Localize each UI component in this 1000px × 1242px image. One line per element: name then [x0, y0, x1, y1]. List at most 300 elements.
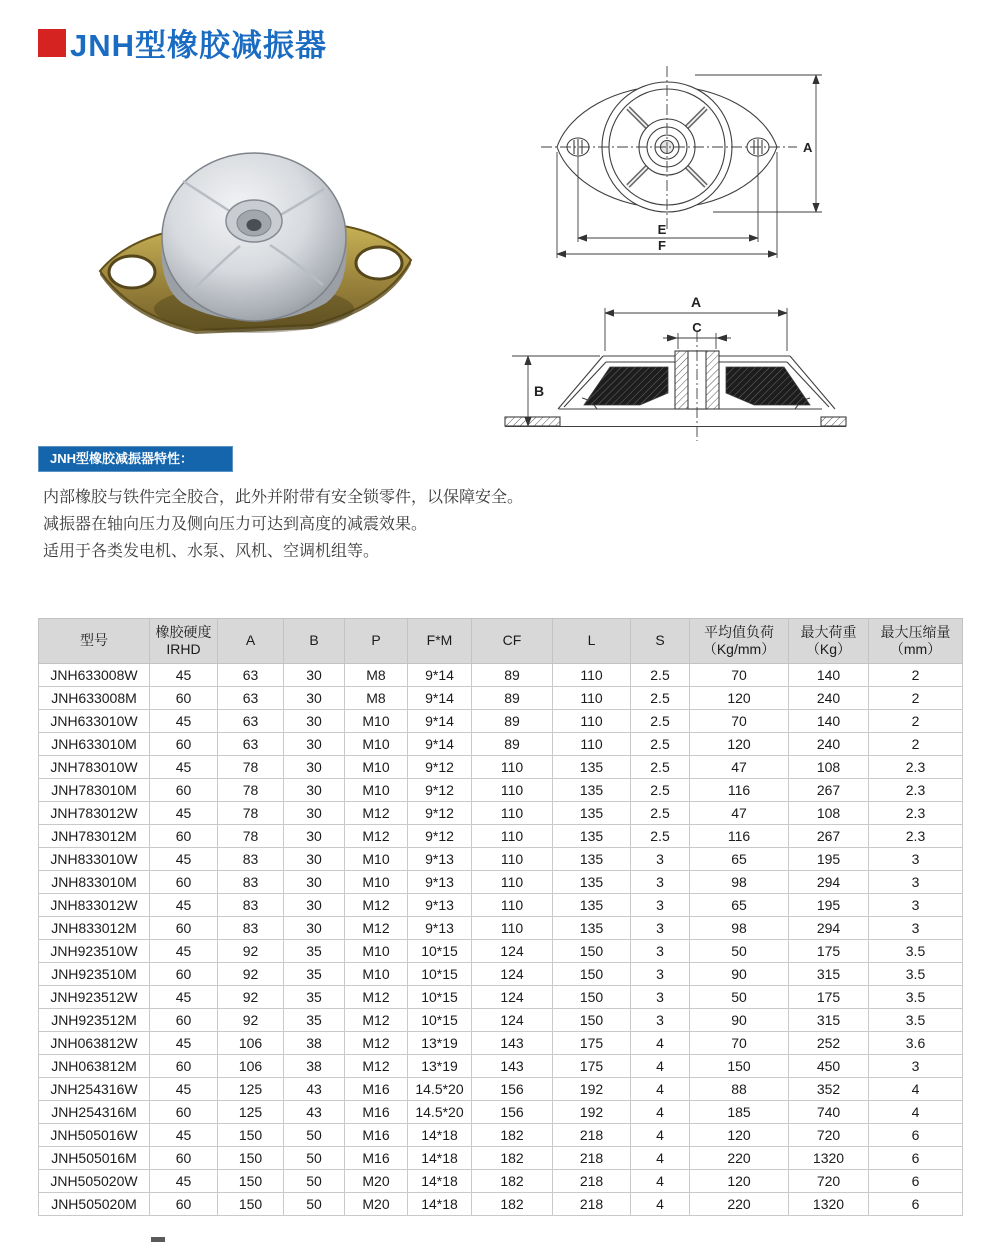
- table-cell: 120: [690, 1124, 789, 1147]
- table-cell: 125: [218, 1101, 284, 1124]
- table-cell: JNH783012M: [39, 825, 150, 848]
- table-cell: 60: [150, 917, 218, 940]
- table-cell: 83: [218, 917, 284, 940]
- table-cell: 240: [789, 687, 869, 710]
- table-cell: JNH505020W: [39, 1170, 150, 1193]
- table-cell: M16: [345, 1124, 408, 1147]
- table-cell: 9*12: [408, 825, 472, 848]
- feature-line: 内部橡胶与铁件完全胶合，此外并附带有安全锁零件，以保障安全。: [43, 489, 524, 506]
- table-cell: 4: [631, 1147, 690, 1170]
- table-cell: 135: [553, 871, 631, 894]
- table-cell: 9*13: [408, 848, 472, 871]
- table-cell: 65: [690, 848, 789, 871]
- table-cell: 45: [150, 848, 218, 871]
- table-cell: 195: [789, 894, 869, 917]
- table-cell: 150: [553, 940, 631, 963]
- table-cell: 315: [789, 1009, 869, 1032]
- table-cell: 90: [690, 963, 789, 986]
- table-cell: JNH923510W: [39, 940, 150, 963]
- table-cell: 182: [472, 1170, 553, 1193]
- table-cell: 4: [631, 1101, 690, 1124]
- red-square-icon: [38, 29, 66, 57]
- table-cell: 3: [869, 894, 963, 917]
- table-cell: M16: [345, 1147, 408, 1170]
- table-cell: 10*15: [408, 940, 472, 963]
- table-cell: 45: [150, 756, 218, 779]
- dim-label-a: A: [803, 140, 813, 155]
- table-cell: 14.5*20: [408, 1078, 472, 1101]
- table-cell: 78: [218, 825, 284, 848]
- table-cell: 6: [869, 1170, 963, 1193]
- table-cell: 3: [869, 917, 963, 940]
- table-cell: 116: [690, 825, 789, 848]
- table-cell: 45: [150, 894, 218, 917]
- table-cell: 50: [284, 1147, 345, 1170]
- table-cell: JNH254316M: [39, 1101, 150, 1124]
- column-header: 橡胶硬度 IRHD: [150, 619, 218, 664]
- table-cell: 1320: [789, 1147, 869, 1170]
- table-cell: 2: [869, 664, 963, 687]
- table-cell: 13*19: [408, 1032, 472, 1055]
- table-cell: 120: [690, 1170, 789, 1193]
- table-cell: 89: [472, 664, 553, 687]
- table-cell: 63: [218, 664, 284, 687]
- table-cell: 45: [150, 1078, 218, 1101]
- table-cell: 2: [869, 733, 963, 756]
- table-row: [39, 1147, 963, 1170]
- table-cell: 120: [690, 733, 789, 756]
- table-cell: 30: [284, 756, 345, 779]
- table-cell: 70: [690, 710, 789, 733]
- table-cell: JNH633010M: [39, 733, 150, 756]
- table-cell: M8: [345, 664, 408, 687]
- table-row: [39, 917, 963, 940]
- table-cell: 45: [150, 710, 218, 733]
- table-cell: 63: [218, 710, 284, 733]
- table-row: [39, 1101, 963, 1124]
- table-cell: 92: [218, 1009, 284, 1032]
- table-cell: 4: [631, 1124, 690, 1147]
- table-cell: 110: [472, 779, 553, 802]
- table-cell: 9*14: [408, 687, 472, 710]
- feature-banner: JNH型橡胶减振器特性：: [38, 446, 233, 472]
- table-cell: 110: [472, 825, 553, 848]
- table-cell: 150: [690, 1055, 789, 1078]
- column-header: F*M: [408, 619, 472, 664]
- table-cell: 35: [284, 986, 345, 1009]
- table-cell: 110: [472, 871, 553, 894]
- table-cell: 2.3: [869, 779, 963, 802]
- table-cell: 294: [789, 871, 869, 894]
- table-cell: 135: [553, 802, 631, 825]
- table-row: [39, 848, 963, 871]
- table-cell: 89: [472, 687, 553, 710]
- table-row: [39, 1055, 963, 1078]
- table-cell: 38: [284, 1032, 345, 1055]
- table-cell: 9*12: [408, 779, 472, 802]
- table-cell: M10: [345, 733, 408, 756]
- table-cell: 124: [472, 1009, 553, 1032]
- table-cell: 60: [150, 1009, 218, 1032]
- table-cell: 10*15: [408, 1009, 472, 1032]
- table-cell: 6: [869, 1193, 963, 1216]
- table-cell: 106: [218, 1055, 284, 1078]
- table-cell: M10: [345, 963, 408, 986]
- table-cell: M10: [345, 710, 408, 733]
- table-cell: 70: [690, 664, 789, 687]
- table-row: [39, 940, 963, 963]
- table-cell: 140: [789, 664, 869, 687]
- table-cell: 30: [284, 710, 345, 733]
- table-cell: 175: [789, 940, 869, 963]
- table-cell: 315: [789, 963, 869, 986]
- table-cell: 9*14: [408, 733, 472, 756]
- table-cell: 38: [284, 1055, 345, 1078]
- column-header: 型号: [39, 619, 150, 664]
- table-cell: 110: [553, 710, 631, 733]
- table-cell: 294: [789, 917, 869, 940]
- column-header: 平均值负荷 （Kg/mm）: [690, 619, 789, 664]
- table-cell: 2.5: [631, 687, 690, 710]
- table-cell: 175: [553, 1055, 631, 1078]
- table-cell: 4: [631, 1055, 690, 1078]
- table-cell: 14*18: [408, 1170, 472, 1193]
- table-cell: 3.5: [869, 1009, 963, 1032]
- table-cell: JNH833012W: [39, 894, 150, 917]
- table-cell: 3: [869, 1055, 963, 1078]
- table-cell: 182: [472, 1193, 553, 1216]
- table-cell: 2: [869, 710, 963, 733]
- table-cell: M12: [345, 1009, 408, 1032]
- table-cell: 110: [472, 917, 553, 940]
- table-cell: 2.5: [631, 802, 690, 825]
- column-header: L: [553, 619, 631, 664]
- table-cell: 10*15: [408, 963, 472, 986]
- table-cell: 218: [553, 1124, 631, 1147]
- table-cell: 30: [284, 871, 345, 894]
- table-cell: 135: [553, 756, 631, 779]
- table-cell: 43: [284, 1078, 345, 1101]
- dim-label-e: E: [657, 222, 667, 237]
- table-row: [39, 756, 963, 779]
- table-cell: 3: [631, 940, 690, 963]
- table-cell: 9*12: [408, 802, 472, 825]
- table-cell: JNH505016W: [39, 1124, 150, 1147]
- table-cell: 3: [869, 871, 963, 894]
- table-cell: 182: [472, 1124, 553, 1147]
- table-cell: 3: [631, 1009, 690, 1032]
- table-cell: 60: [150, 733, 218, 756]
- table-cell: M10: [345, 848, 408, 871]
- column-header: P: [345, 619, 408, 664]
- table-cell: 218: [553, 1170, 631, 1193]
- table-cell: 110: [472, 894, 553, 917]
- table-cell: 124: [472, 940, 553, 963]
- table-cell: 110: [553, 733, 631, 756]
- table-cell: 45: [150, 1124, 218, 1147]
- table-row: [39, 733, 963, 756]
- table-cell: 47: [690, 802, 789, 825]
- table-cell: 10*15: [408, 986, 472, 1009]
- table-cell: JNH783010W: [39, 756, 150, 779]
- table-cell: M20: [345, 1170, 408, 1193]
- table-cell: 240: [789, 733, 869, 756]
- table-cell: 83: [218, 848, 284, 871]
- table-cell: M10: [345, 756, 408, 779]
- table-cell: 4: [631, 1193, 690, 1216]
- table-cell: JNH783010M: [39, 779, 150, 802]
- table-cell: JNH923510M: [39, 963, 150, 986]
- table-cell: 135: [553, 779, 631, 802]
- table-cell: 156: [472, 1101, 553, 1124]
- table-row: [39, 1124, 963, 1147]
- table-cell: 110: [553, 664, 631, 687]
- table-cell: 92: [218, 986, 284, 1009]
- table-cell: 1320: [789, 1193, 869, 1216]
- table-cell: JNH505016M: [39, 1147, 150, 1170]
- table-cell: 720: [789, 1124, 869, 1147]
- dim-label-b: B: [534, 383, 545, 399]
- table-cell: 2.5: [631, 733, 690, 756]
- table-cell: 192: [553, 1101, 631, 1124]
- table-cell: 50: [690, 940, 789, 963]
- table-cell: 740: [789, 1101, 869, 1124]
- table-body: [39, 664, 963, 1216]
- table-cell: 3: [631, 848, 690, 871]
- table-cell: 124: [472, 963, 553, 986]
- dim-label-c: C: [692, 320, 702, 335]
- table-cell: 143: [472, 1055, 553, 1078]
- table-cell: JNH063812M: [39, 1055, 150, 1078]
- table-cell: 14*18: [408, 1124, 472, 1147]
- table-cell: 720: [789, 1170, 869, 1193]
- feature-text: [43, 484, 523, 565]
- table-cell: 9*14: [408, 710, 472, 733]
- table-cell: 195: [789, 848, 869, 871]
- table-cell: 218: [553, 1147, 631, 1170]
- table-cell: 106: [218, 1032, 284, 1055]
- table-cell: 6: [869, 1124, 963, 1147]
- table-cell: 45: [150, 1032, 218, 1055]
- table-cell: 2: [869, 687, 963, 710]
- table-row: [39, 1078, 963, 1101]
- table-cell: 98: [690, 917, 789, 940]
- table-cell: 50: [284, 1193, 345, 1216]
- table-cell: 135: [553, 894, 631, 917]
- table-cell: M12: [345, 986, 408, 1009]
- table-cell: 120: [690, 687, 789, 710]
- table-cell: 135: [553, 825, 631, 848]
- table-cell: 78: [218, 779, 284, 802]
- table-cell: 9*14: [408, 664, 472, 687]
- table-cell: 45: [150, 802, 218, 825]
- table-cell: 50: [284, 1170, 345, 1193]
- table-cell: 3: [631, 963, 690, 986]
- table-cell: 3: [869, 848, 963, 871]
- table-cell: 3: [631, 894, 690, 917]
- spec-table: [38, 618, 963, 1216]
- table-row: [39, 802, 963, 825]
- table-cell: 3.5: [869, 940, 963, 963]
- table-cell: 108: [789, 802, 869, 825]
- column-header: S: [631, 619, 690, 664]
- table-cell: 43: [284, 1101, 345, 1124]
- table-cell: M12: [345, 1032, 408, 1055]
- table-cell: 30: [284, 779, 345, 802]
- table-cell: M10: [345, 779, 408, 802]
- table-row: [39, 871, 963, 894]
- table-cell: 35: [284, 940, 345, 963]
- table-cell: 267: [789, 825, 869, 848]
- table-cell: 175: [553, 1032, 631, 1055]
- table-cell: 14.5*20: [408, 1101, 472, 1124]
- table-cell: 450: [789, 1055, 869, 1078]
- table-cell: 267: [789, 779, 869, 802]
- table-cell: 3: [631, 917, 690, 940]
- product-photo: [70, 133, 440, 368]
- table-cell: 150: [553, 1009, 631, 1032]
- table-cell: M12: [345, 894, 408, 917]
- table-cell: 140: [789, 710, 869, 733]
- table-cell: 220: [690, 1147, 789, 1170]
- table-cell: 60: [150, 1101, 218, 1124]
- table-cell: M16: [345, 1078, 408, 1101]
- table-cell: 110: [472, 756, 553, 779]
- page-header: [38, 20, 327, 65]
- table-cell: 4: [631, 1078, 690, 1101]
- table-cell: JNH833010W: [39, 848, 150, 871]
- column-header: 最大压缩量 （mm）: [869, 619, 963, 664]
- table-cell: 60: [150, 825, 218, 848]
- table-header-row: [39, 619, 963, 664]
- table-cell: 89: [472, 733, 553, 756]
- table-cell: 108: [789, 756, 869, 779]
- table-cell: 116: [690, 779, 789, 802]
- table-cell: JNH783012W: [39, 802, 150, 825]
- table-cell: 35: [284, 963, 345, 986]
- section-view-drawing: [500, 283, 860, 448]
- table-cell: 220: [690, 1193, 789, 1216]
- table-cell: 35: [284, 1009, 345, 1032]
- feature-line: 减振器在轴向压力及侧向压力可达到高度的减震效果。: [43, 516, 428, 533]
- table-cell: 3.5: [869, 986, 963, 1009]
- table-cell: 45: [150, 664, 218, 687]
- table-cell: JNH633008W: [39, 664, 150, 687]
- table-cell: JNH254316W: [39, 1078, 150, 1101]
- table-cell: M8: [345, 687, 408, 710]
- table-cell: M16: [345, 1101, 408, 1124]
- table-cell: JNH063812W: [39, 1032, 150, 1055]
- table-cell: 143: [472, 1032, 553, 1055]
- table-cell: 13*19: [408, 1055, 472, 1078]
- dim-label-a: A: [690, 294, 702, 310]
- table-cell: 150: [218, 1193, 284, 1216]
- column-header: A: [218, 619, 284, 664]
- table-cell: 45: [150, 986, 218, 1009]
- table-cell: 150: [553, 963, 631, 986]
- table-cell: M10: [345, 940, 408, 963]
- table-cell: 110: [472, 802, 553, 825]
- table-cell: 125: [218, 1078, 284, 1101]
- table-cell: 63: [218, 733, 284, 756]
- table-cell: 3.5: [869, 963, 963, 986]
- table-cell: 50: [690, 986, 789, 1009]
- column-header: B: [284, 619, 345, 664]
- table-cell: 14*18: [408, 1193, 472, 1216]
- table-cell: 2.5: [631, 825, 690, 848]
- page-bottom-artifact: [151, 1237, 165, 1242]
- table-cell: 47: [690, 756, 789, 779]
- table-cell: 60: [150, 779, 218, 802]
- table-cell: M12: [345, 825, 408, 848]
- table-cell: 60: [150, 1193, 218, 1216]
- table-cell: 2.5: [631, 779, 690, 802]
- table-cell: 4: [631, 1032, 690, 1055]
- table-cell: JNH833012M: [39, 917, 150, 940]
- table-cell: 60: [150, 1055, 218, 1078]
- table-cell: 63: [218, 687, 284, 710]
- table-cell: 70: [690, 1032, 789, 1055]
- table-cell: 9*13: [408, 871, 472, 894]
- table-cell: 3: [631, 986, 690, 1009]
- table-cell: 14*18: [408, 1147, 472, 1170]
- page-title: JNH型橡胶减振器: [70, 28, 328, 63]
- table-cell: 30: [284, 664, 345, 687]
- table-cell: 185: [690, 1101, 789, 1124]
- table-cell: 78: [218, 802, 284, 825]
- table-cell: 192: [553, 1078, 631, 1101]
- table-cell: JNH633008M: [39, 687, 150, 710]
- top-view-drawing: [535, 60, 845, 265]
- table-cell: 2.3: [869, 756, 963, 779]
- table-cell: 30: [284, 894, 345, 917]
- table-row: [39, 1032, 963, 1055]
- table-row: [39, 710, 963, 733]
- table-cell: JNH923512M: [39, 1009, 150, 1032]
- table-cell: 352: [789, 1078, 869, 1101]
- table-cell: 2.3: [869, 825, 963, 848]
- table-cell: 110: [553, 687, 631, 710]
- table-cell: 150: [553, 986, 631, 1009]
- dim-label-f: F: [658, 238, 666, 253]
- table-cell: 30: [284, 848, 345, 871]
- table-cell: M12: [345, 1055, 408, 1078]
- table-cell: 4: [869, 1078, 963, 1101]
- table-cell: 150: [218, 1147, 284, 1170]
- table-row: [39, 687, 963, 710]
- feature-line: 适用于各类发电机、水泵、风机、空调机组等。: [43, 543, 380, 560]
- table-cell: 218: [553, 1193, 631, 1216]
- table-row: [39, 664, 963, 687]
- table-cell: 3.6: [869, 1032, 963, 1055]
- table-cell: JNH923512W: [39, 986, 150, 1009]
- table-cell: 83: [218, 871, 284, 894]
- column-header: 最大荷重 （Kg）: [789, 619, 869, 664]
- table-cell: 88: [690, 1078, 789, 1101]
- table-cell: 30: [284, 733, 345, 756]
- table-cell: 6: [869, 1147, 963, 1170]
- table-row: [39, 963, 963, 986]
- table-cell: 60: [150, 687, 218, 710]
- table-cell: 3: [631, 871, 690, 894]
- table-cell: 2.5: [631, 756, 690, 779]
- table-row: [39, 986, 963, 1009]
- table-row: [39, 1170, 963, 1193]
- table-cell: 4: [869, 1101, 963, 1124]
- table-cell: 30: [284, 825, 345, 848]
- table-cell: 30: [284, 802, 345, 825]
- table-cell: 150: [218, 1124, 284, 1147]
